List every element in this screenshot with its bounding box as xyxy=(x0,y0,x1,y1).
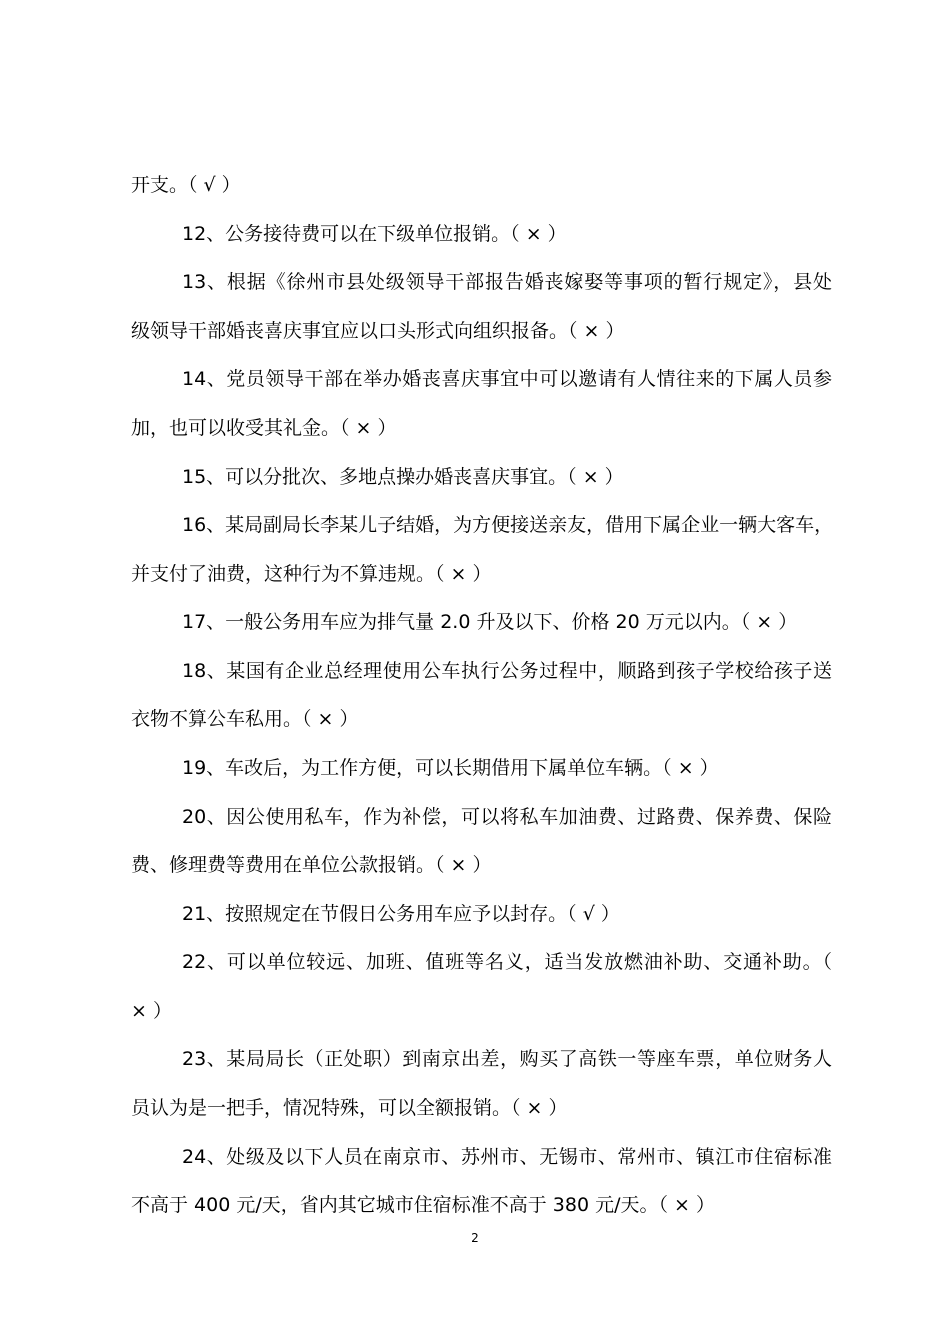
text-line-2: 12、公务接待费可以在下级单位报销。（ × ） xyxy=(182,223,567,245)
text-line-22: 不高于 400 元/天，省内其它城市住宿标准不高于 380 元/天。（ × ） xyxy=(131,1194,715,1216)
text-line-1: 开支。（ √ ） xyxy=(131,174,241,196)
text-line-21: 24、处级及以下人员在南京市、苏州市、无锡市、常州市、镇江市住宿标准 xyxy=(182,1146,832,1168)
text-line-4: 级领导干部婚丧喜庆事宜应以口头形式向组织报备。（ × ） xyxy=(131,320,625,342)
text-line-19: 23、某局局长（正处职）到南京出差，购买了高铁一等座车票，单位财务人 xyxy=(182,1048,832,1070)
text-line-13: 19、车改后，为工作方便，可以长期借用下属单位车辆。（ × ） xyxy=(182,757,719,779)
text-line-20: 员认为是一把手，情况特殊，可以全额报销。（ × ） xyxy=(131,1097,568,1119)
text-line-14: 20、因公使用私车，作为补偿，可以将私车加油费、过路费、保养费、保险 xyxy=(182,806,832,828)
text-line-5: 14、党员领导干部在举办婚丧喜庆事宜中可以邀请有人情往来的下属人员参 xyxy=(182,368,832,390)
text-line-8: 16、某局副局长李某儿子结婚，为方便接送亲友，借用下属企业一辆大客车， xyxy=(182,514,834,536)
text-line-3: 13、根据《徐州市县处级领导干部报告婚丧嫁娶等事项的暂行规定》，县处 xyxy=(182,271,832,293)
text-line-17: 22、可以单位较远、加班、值班等名义，适当发放燃油补助、交通补助。（ xyxy=(182,951,832,973)
text-line-16: 21、按照规定在节假日公务用车应予以封存。（ √ ） xyxy=(182,903,620,925)
text-line-6: 加，也可以收受其礼金。（ × ） xyxy=(131,417,397,439)
text-line-15: 费、修理费等费用在单位公款报销。（ × ） xyxy=(131,854,492,876)
text-line-7: 15、可以分批次、多地点操办婚丧喜庆事宜。（ × ） xyxy=(182,466,624,488)
page-number: 2 xyxy=(471,1231,479,1245)
text-line-18: × ） xyxy=(131,1000,172,1022)
text-line-12: 衣物不算公车私用。（ × ） xyxy=(131,708,359,730)
text-line-11: 18、某国有企业总经理使用公车执行公务过程中，顺路到孩子学校给孩子送 xyxy=(182,660,832,682)
text-line-9: 并支付了油费，这种行为不算违规。（ × ） xyxy=(131,563,492,585)
text-line-10: 17、一般公务用车应为排气量 2.0 升及以下、价格 20 万元以内。（ × ） xyxy=(182,611,798,633)
